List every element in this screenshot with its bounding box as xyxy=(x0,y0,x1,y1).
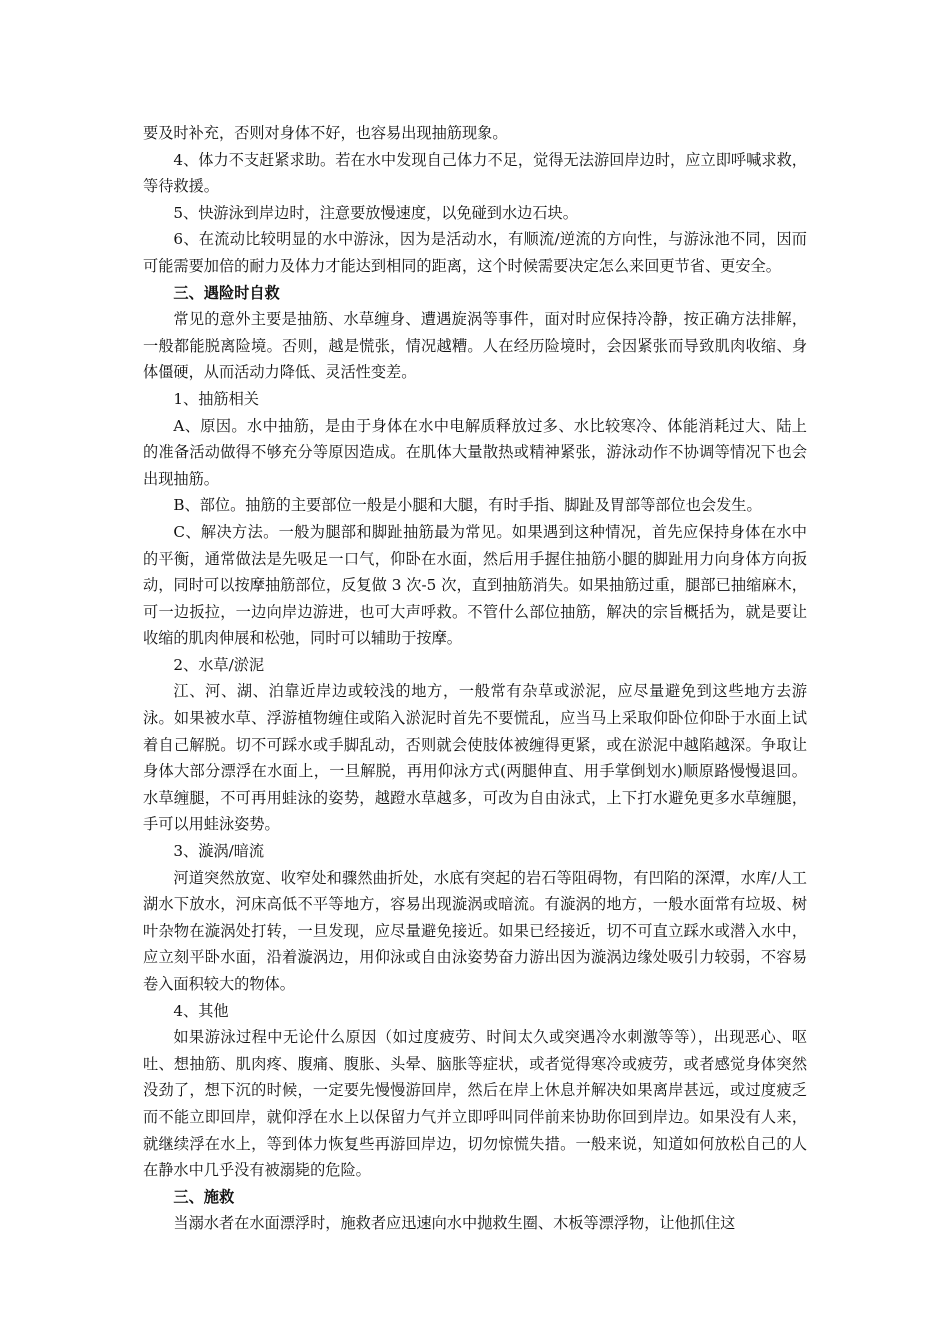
paragraph: A、原因。水中抽筋，是由于身体在水中电解质释放过多、水比较寒冷、体能消耗过大、陆上的准备活动做得不够充分等原因造成。在肌体大量散热或精神紧张，游泳动作不协调等情况下也会出现抽筋。 xyxy=(143,416,807,488)
section-heading: 三、遇险时自救 xyxy=(173,283,280,302)
subsection-title: 2、水草/淤泥 xyxy=(173,655,265,674)
list-item: 5、快游泳到岸边时，注意要放慢速度，以免碰到水边石块。 xyxy=(173,203,578,222)
paragraph: 如果游泳过程中无论什么原因（如过度疲劳、时间太久或突遇冷水刺激等等），出现恶心、呕吐、想抽筋、肌肉疼、腹痛、腹胀、头晕、脑胀等症状，或者觉得寒冷或疲劳，或者感觉身体突然没劲了，想下沉的时候，一定要先慢慢游回岸，然后在岸上休息并解决如果离岸甚远，或过度疲乏而不能立即回岸，就仰浮在水上以保留力气并立即呼叫同伴前来协助你回到岸边。如果没有人来，就继续浮在水上，等到体力恢复些再游回岸边，切勿惊慌失措。一般来说，知道如何放松自己的人在静水中几乎没有被溺毙的危险。 xyxy=(143,1028,807,1180)
subsection-title: 4、其他 xyxy=(173,1001,229,1020)
paragraph: 江、河、湖、泊靠近岸边或较浅的地方，一般常有杂草或淤泥，应尽量避免到这些地方去游泳。如果被水草、浮游植物缠住或陷入淤泥时首先不要慌乱，应当马上采取仰卧位仰卧于水面上试着自己解脱。切不可踩水或手脚乱动，否则就会使肢体被缠得更紧，或在淤泥中越陷越深。争取让身体大部分漂浮在水面上，一旦解脱，再用仰泳方式(两腿伸直、用手掌倒划水)顺原路慢慢退回。水草缠腿，不可再用蛙泳的姿势，越蹬水草越多，可改为自由泳式，上下打水避免更多水草缠腿，手可以用蛙泳姿势。 xyxy=(143,682,807,834)
section-heading: 三、施救 xyxy=(173,1187,235,1206)
subsection-title: 1、抽筋相关 xyxy=(173,389,259,408)
document-body xyxy=(143,120,807,1237)
paragraph: C、解决方法。一般为腿部和脚趾抽筋最为常见。如果遇到这种情况，首先应保持身体在水中的平衡，通常做法是先吸足一口气，仰卧在水面，然后用手握住抽筋小腿的脚趾用力向身体方向扳动，同时可以按摩抽筋部位，反复做 3 次-5 次，直到抽筋消失。如果抽筋过重，腿部已抽缩麻木，可一边扳拉，一边向岸边游进，也可大声呼救。不管什么部位抽筋，解决的宗旨概括为，就是要让收缩的肌肉伸展和松弛，同时可以辅助于按摩。 xyxy=(143,522,807,648)
paragraph: B、部位。抽筋的主要部位一般是小腿和大腿，有时手指、脚趾及胃部等部位也会发生。 xyxy=(173,496,762,515)
list-item: 6、在流动比较明显的水中游泳，因为是活动水，有顺流/逆流的方向性，与游泳池不同，因而可能需要加倍的耐力及体力才能达到相同的距离，这个时候需要决定怎么来回更节省、更安全。 xyxy=(143,230,807,275)
subsection-title: 3、漩涡/暗流 xyxy=(173,842,265,861)
paragraph: 要及时补充，否则对身体不好，也容易出现抽筋现象。 xyxy=(143,124,508,142)
paragraph: 常见的意外主要是抽筋、水草缠身、遭遇旋涡等事件，面对时应保持冷静，按正确方法排解，一般都能脱离险境。否则，越是慌张，情况越糟。人在经历险境时，会因紧张而导致肌肉收缩、身体僵硬，从而活动力降低、灵活性变差。 xyxy=(143,310,807,382)
paragraph: 当溺水者在水面漂浮时，施救者应迅速向水中抛救生圈、木板等漂浮物，让他抓住这 xyxy=(173,1214,736,1233)
list-item: 4、体力不支赶紧求助。若在水中发现自己体力不足，觉得无法游回岸边时，应立即呼喊求救，等待救援。 xyxy=(143,150,807,196)
paragraph: 河道突然放宽、收窄处和骤然曲折处，水底有突起的岩石等阻碍物，有凹陷的深潭，水库/人工湖水下放水，河床高低不平等地方，容易出现漩涡或暗流。有漩涡的地方，一般水面常有垃圾、树叶杂物在漩涡处打转，一旦发现，应尽量避免接近。如果已经接近，切不可直立踩水或潜入水中，应立刻平卧水面，沿着漩涡边，用仰泳或自由泳姿势奋力游出因为漩涡边缘处吸引力较弱，不容易卷入面积较大的物体。 xyxy=(143,868,807,993)
